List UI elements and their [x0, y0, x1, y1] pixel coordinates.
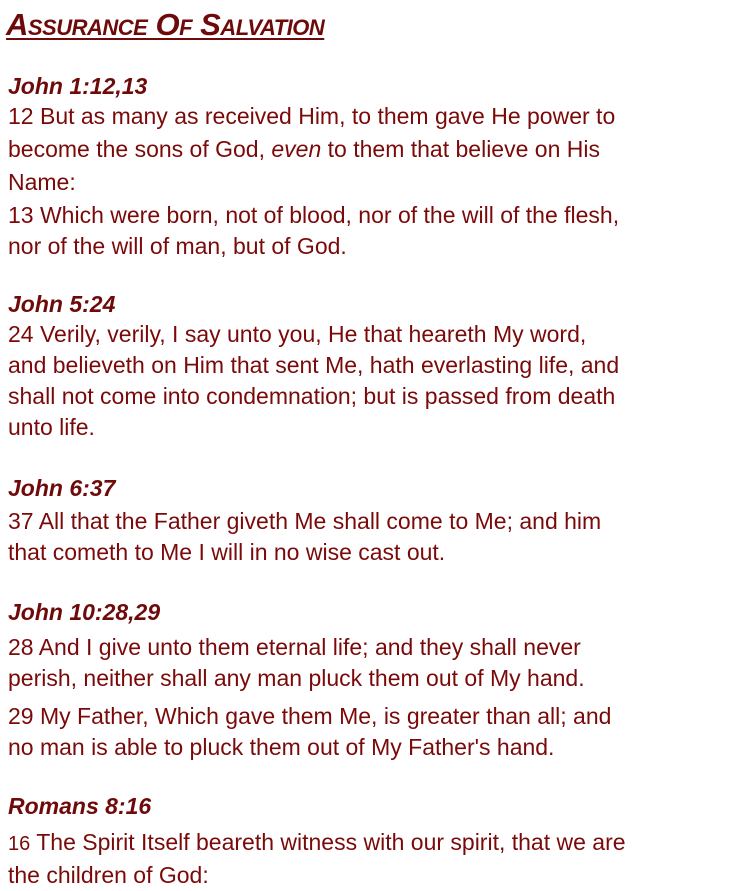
verse-number: 16: [8, 833, 31, 855]
verse-line: no man is able to pluck them out of My Father's hand.: [8, 734, 555, 760]
verse-line: 37 All that the Father giveth Me shall come to Me; and him: [8, 508, 602, 534]
verse-text: [8, 827, 724, 891]
passage-reference: John 10:28,29: [8, 599, 161, 625]
verse-line: 29 My Father, Which gave them Me, is greater than all; and: [8, 703, 612, 729]
verse-text: [8, 319, 724, 443]
verse-line: 13 Which were born, not of blood, nor of the will of the flesh,: [8, 202, 620, 228]
verse-line: [8, 133, 724, 166]
verse-line: 12 But as many as received Him, to them gave He power to: [8, 103, 616, 129]
verse-line: Name:: [8, 169, 76, 195]
verse-text: [8, 632, 724, 694]
italic-word: even: [271, 136, 322, 162]
verse-line: perish, neither shall any man pluck them out of My hand.: [8, 665, 585, 691]
page-title: Assurance Of Salvation: [6, 7, 325, 42]
passage-reference: John 6:37: [8, 475, 116, 501]
verse-line: that cometh to Me I will in no wise cast out.: [8, 539, 446, 565]
verse-line: unto life.: [8, 414, 95, 440]
verse-line: and believeth on Him that sent Me, hath everlasting life, and: [8, 352, 620, 378]
verse-line: nor of the will of man, but of God.: [8, 233, 347, 259]
verse-line: [8, 827, 724, 860]
verse-line-part: become the sons of God,: [8, 136, 272, 162]
verse-line-part: The Spirit Itself beareth witness with our spirit, that we are: [30, 829, 626, 855]
verse-line: 28 And I give unto them eternal life; and they shall never: [8, 634, 581, 660]
verse-line: 24 Verily, verily, I say unto you, He that heareth My word,: [8, 321, 587, 347]
verse-text: [8, 701, 724, 763]
passage-reference: Romans 8:16: [8, 793, 152, 819]
verse-line-part: to them that believe on His: [321, 136, 600, 162]
verse-line: shall not come into condemnation; but is passed from death: [8, 383, 616, 409]
verse-line: the children of God:: [8, 862, 209, 888]
verse-text: [8, 200, 724, 262]
verse-text: [8, 506, 724, 568]
passage-reference: John 1:12,13: [8, 73, 148, 99]
passage-reference: John 5:24: [8, 291, 116, 317]
verse-text: [8, 100, 724, 199]
